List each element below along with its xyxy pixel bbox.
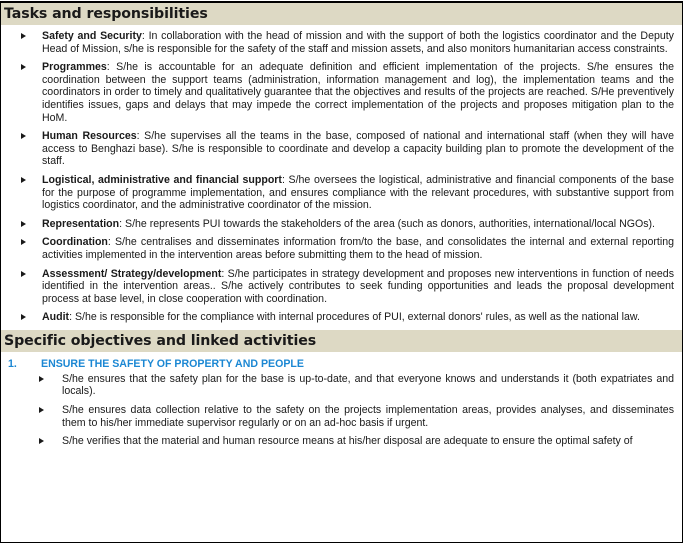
task-item-audit bbox=[1, 311, 682, 324]
bullet-arrow-icon bbox=[21, 271, 26, 277]
bullet-arrow-icon bbox=[21, 64, 26, 70]
tasks-list bbox=[1, 26, 682, 324]
activity-item bbox=[1, 435, 682, 448]
task-text: : S/he is responsible for the compliance with internal procedures of PUI, external donors' rules, as well as the national law. bbox=[69, 311, 640, 324]
activity-text: S/he verifies that the material and human resource means at his/her disposal are adequate to ensure the optimal safety of bbox=[62, 435, 633, 448]
bullet-arrow-icon bbox=[21, 239, 26, 245]
task-term: Safety and Security bbox=[42, 30, 142, 42]
activity-item bbox=[1, 404, 682, 429]
objective-heading-1 bbox=[1, 353, 682, 373]
task-item-safety-security bbox=[1, 30, 682, 55]
task-term: Assessment/ Strategy/development bbox=[42, 267, 222, 280]
bullet-arrow-icon bbox=[21, 133, 26, 139]
activity-text: S/he ensures data collection relative to the safety on the projects implementation areas, provides analyses, and disseminates them to his/her immediate supervisor regularly or on an ad-hoc basis if urgent. bbox=[62, 404, 674, 429]
task-term: Audit bbox=[42, 311, 70, 324]
bullet-arrow-icon bbox=[39, 438, 44, 444]
task-item-coordination bbox=[1, 236, 682, 261]
task-item-human-resources bbox=[1, 130, 682, 168]
bullet-arrow-icon bbox=[21, 314, 26, 320]
task-item-programmes bbox=[1, 61, 682, 124]
bullet-arrow-icon bbox=[21, 221, 26, 227]
bullet-arrow-icon bbox=[21, 33, 26, 39]
document-page bbox=[0, 1, 683, 543]
objective-title: ENSURE THE SAFETY OF PROPERTY AND PEOPLE bbox=[41, 357, 304, 370]
task-text: : S/he participates in strategy development and proposes new interventions in function of needs identified in the intervention areas.. S/he actively contributes to seek funding opportunities and leads the proposal development process at base level, in close cooperation with coordination. bbox=[42, 267, 674, 305]
task-term: Representation bbox=[42, 217, 120, 230]
task-item-representation bbox=[1, 218, 682, 231]
task-item-logistical-support bbox=[1, 174, 682, 212]
activity-item bbox=[1, 373, 682, 398]
bullet-arrow-icon bbox=[39, 376, 44, 382]
task-text: : S/he is accountable for an adequate definition and efficient implementation of the projects. S/he ensures the coordination between the support teams (administration, information management and log), the implementation teams and the coordinators in order to timely and qualitatively guarantee that the objectives and results of the projects are reached. S/He preventively identifies issues, gaps and delays that may impede the correct implementation of the projects and proposes mitigation plan to the HoM. bbox=[42, 61, 674, 124]
task-text: : S/he supervises all the teams in the base, composed of national and international staff (when they will have access to Benghazi base). S/he is responsible to coordinate and develop a capacity building plan to promote the development of the staff. bbox=[42, 130, 674, 168]
task-term: Coordination bbox=[42, 236, 108, 249]
objective-number: 1. bbox=[8, 357, 17, 370]
task-term: Human Resources bbox=[42, 130, 137, 143]
bullet-arrow-icon bbox=[39, 407, 44, 413]
task-text: : In collaboration with the head of mission and with the support of both the logistics coordinator and the Deputy Head of Mission, s/he is responsible for the safety of the staff and mission assets, and also monitors humanitarian access constraints. bbox=[42, 30, 674, 55]
activity-text: S/he ensures that the safety plan for the base is up-to-date, and that everyone knows and understands it (both expatriates and locals). bbox=[62, 372, 674, 398]
objective-1-activities bbox=[1, 373, 682, 448]
task-text: : S/he oversees the logistical, administrative and financial components of the base for the purpose of programme implementation, and ensures compliance with the relevant procedures, with substantive support from logistics coordinator, and the administrative coordinator of the mission. bbox=[42, 173, 674, 212]
task-text: : S/he represents PUI towards the stakeholders of the area (such as donors, authorities, international/local NGOs). bbox=[119, 217, 655, 230]
section-header-tasks: Tasks and responsibilities bbox=[1, 2, 682, 26]
task-term: Programmes bbox=[42, 61, 107, 74]
section-header-objectives: Specific objectives and linked activities bbox=[1, 330, 682, 353]
task-item-assessment-strategy bbox=[1, 268, 682, 306]
task-text: : S/he centralises and disseminates information from/to the base, and consolidates the internal and external reporting activities implemented in the intervention areas before submitting them to the head of mission. bbox=[42, 236, 674, 261]
task-term: Logistical, administrative and financial support bbox=[42, 173, 282, 186]
bullet-arrow-icon bbox=[21, 177, 26, 183]
